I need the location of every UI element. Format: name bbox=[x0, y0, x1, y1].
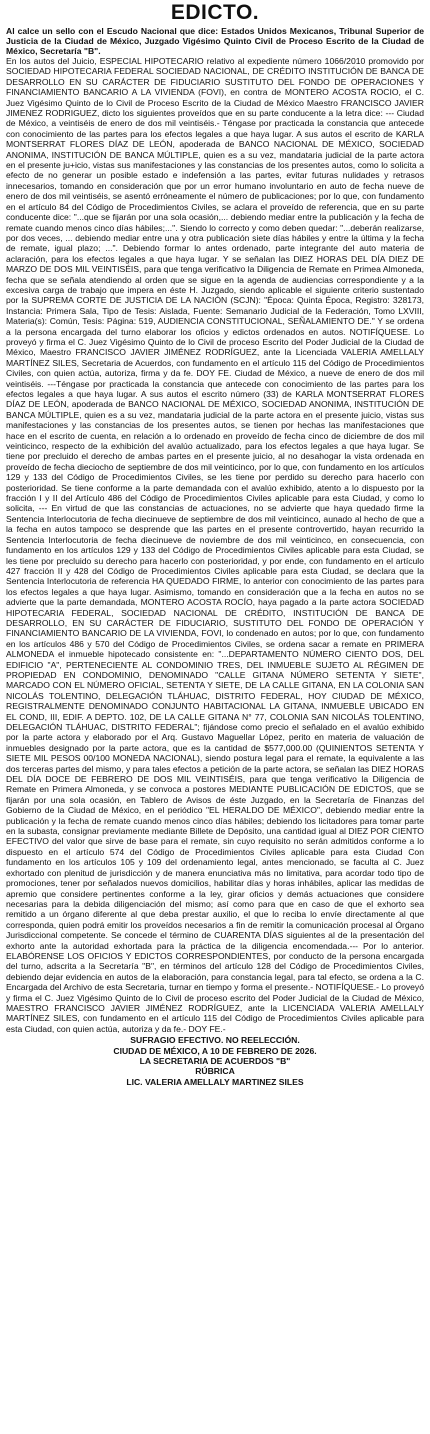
footer-date: CIUDAD DE MÉXICO, A 10 DE FEBRERO DE 2026. bbox=[113, 1045, 317, 1056]
edict-footer bbox=[6, 1035, 424, 1087]
edict-intro: Al calce un sello con el Escudo Nacional que dice: Estados Unidos Mexicanos, Tribunal Superior de Justicia de la Ciudad de México, Juzgado Vigésimo Quinto Civil de Proceso Escrito de la Ciudad de México, Secretaría "B". bbox=[6, 26, 424, 56]
footer-signature-note: RÚBRICA bbox=[195, 1066, 235, 1077]
edict-body: En los autos del Juicio, ESPECIAL HIPOTECARIO relativo al expediente número 1066/2010 promovido por SOCIEDAD HIPOTECARIA FEDERAL SOCIEDAD NACIONAL, DE CRÉDITO INSTITUCIÓN DE BANCA DE DESARROLLO EN SU CARÁCTER DE FIDUCIARIO SUSTITUTO DEL FONDO DE OPERACIONES Y FINANCIAMIENTO BANCARIO A LA VIVIENDA (FOVI), en contra de MONTERO ACOSTA ROCIO, el C. Juez Vigésimo Quinto de lo Civil de Proceso Escrito de la Ciudad de México Maestro FRANCISCO JAVIER JIMENEZ RODRIGUEZ, dicto los siguientes proveídos que en su parte conducente a la letra dice: --- Ciudad de México, a veintiséis de enero de dos mil veintiséis.- Téngase por practicada la constancia que antecede con conocimiento de las partes para los efectos legales a que haya lugar. A sus autos el escrito de KARLA MONTSERRAT FLORES DÍAZ DE LEÓN, apoderada de BANCO NACIONAL DE MÉXICO, SOCIEDAD ANONIMA, INSTITUCIÓN DE BANCA MÚLTIPLE, quien es a su vez, mandataria judicial de la parte actora en el presente ju+icio, vistas sus manifestaciones y las constancias de los presentes autos, como lo solicita a efecto de no generar un posible estado e indefensión a las partes, evitar futuras nulidades y retrasos innecesarios, tomando en consideración que por un error humano involuntario en auto de fecha nueve de enero de dos mil veintiséis, se asentó erróneamente el número de publicaciones; por lo que, con fundamento en el artículo 84 del Código de Procedimientos Civiles, se aclara el proveído de referencia, que en su parte conducente dice: "...que se fijarán por una sola ocasión,... debiendo mediar entre la publicación y la fecha de remate cuando menos cinco días hábiles;...". Siendo lo correcto y como deben quedar: "...deberán realizarse, por dos veces, ... debiendo mediar entre una y otra publicación siete días hábiles y entre la última y la fecha de remate, igual plazo; ...". Debiendo formar lo antes ordenado, parte integrante del auto materia de aclaración, para los efectos legales a que haya lugar. Y se señalan las DIEZ HORAS DEL DÍA DIEZ DE MARZO DE DOS MIL VEINTISÉIS, para que tenga verificativo la Diligencia de Remate en Primea Almoneda, fecha que se señala atendiendo al orden que se sigue en la agenda de audiencias correspondiente y a la excesiva carga de trabajo que impera en éste H. Juzgado, siendo aplicable el siguiente criterio sustentado por la SUPREMA CORTE DE JUSTICIA DE LA NACIÓN (SCJN): "Época: Quinta Época, Registro: 328173, Instancia: Primera Sala, Tipo de Tesis: Aislada, Fuente: Semanario Judicial de la Federación, Tomo LXVIII, Materia(s): Común, Tesis: Página: 519, AUDIENCIA CONSTITUCIONAL, SEÑALAMIENTO DE." Y se ordena a la persona encargada del turno elaborar los oficios y edictos ordenados en autos. NOTIFÍQUESE. Lo proveyó y firma el C. Juez Vigésimo Quinto de lo Civil de proceso Escrito del Poder Judicial de la Ciudad de México, Maestro FRANCISCO JAVIER JIMÉNEZ RODRÍGUEZ, ante la Licenciada VALERIA AMELLALY MARTÍNEZ SILES, Secretaria de Acuerdos, con fundamento en el artículo 115 del Código de Procedimientos Civiles, con quien actúa, autoriza, firma y da fe. DOY FE. Ciudad de México, a nueve de enero de dos mil veintiséis. ---Téngase por practicada la constancia que antecede con conocimiento de las partes para los efectos legales a que haya lugar. A sus autos el escrito número (33) de KARLA MONTSERRAT FLORES DÍAZ DE LEÓN, apoderada de BANCO NACIONAL DE MÉXICO, SOCIEDAD ANONIMA, INSTITUCIÓN DE BANCA MÚLTIPLE, quien es a su vez, mandataria judicial de la parte actora en el presente juicio, vistas sus manifestaciones y las constancias de los presentes autos, se tienen por hechas las manifestaciones que hace en el escrito de cuenta, en relación a lo ordenado en proveído de fecha cinco de diciembre de dos mil veinticinco, respecto de la exhibición del avalúo actualizado, para los efectos legales a que haya lugar. Se tiene por precluido el derecho de ambas partes en el presente juicio, al no desahogar la vista ordenada en proveído de fecha dieciocho de septiembre de dos mil veinticinco, por lo que, con fundamento en los artículos 129 y 133 del Código de Procedimientos Civiles, se les tiene por perdido su derecho para hacerlo con posterioridad. Se tiene conforme a la parte demandada con el avalúo exhibido, atento a lo dispuesto por la fracción I y II del Artículo 486 del Código de Procedimientos Civiles aplicable para esta Ciudad, y como lo solicita, --- En virtud de que las constancias de actuaciones, no se advierte que haya quedado firme la Sentencia Interlocutoria de fecha diecinueve de septiembre de dos mil veinticinco, aunado al hecho de que a la fecha en autos tampoco se desprende que las partes en el presente controvertido, hayan recurrido la Sentencia Interlocutoria de fecha diecinueve de noviembre de dos mil veinticinco, en consecuencia, con fundamento en los artículos 129 y 133 del Código de Procedimientos Civiles aplicable para esta Ciudad, se les tiene por precluido su derecho para hacerlo con posterioridad, y por ende, con fundamento en el artículo 427 fracción II y 428 del Código de Procedimientos Civiles aplicable para esta Ciudad, se declara que la Sentencia Interlocutoria de referencia HA QUEDADO FIRME, lo anterior con conocimiento de las partes para los efectos legales a que haya lugar. Asimismo, tomando en consideración que a la fecha en autos no se advierte que la parte demandada, MONTERO ACOSTA ROCÍO, haya pagado a la parte actora SOCIEDAD HIPOTECARIA FEDERAL, SOCIEDAD NACIONAL DE CRÉDITO, INSTITUCIÓN DE BANCA DE DESARROLLO, EN SU CARÁCTER DE FIDUCIARIO, SUSTITUTO DEL FONDO DE OPERACIÓN Y FINANCIAMIENTO BANCARIO DE LA VIVIENDA, FOVI, lo condenado en autos; por lo que, con fundamento en los artículos 486 y 570 del Código de Procedimientos Civiles, se ordena sacar a remate en PRIMERA ALMONEDA el inmueble hipotecado consistente en: "...DEPARTAMENTO NÚMERO CIENTO DOS, DEL EDIFICIO "A", PERTENECIENTE AL CONDOMINIO TRES, DEL INMUEBLE SUJETO AL RÉGIMEN DE PROPIEDAD EN CONDOMINIO, DENOMINADO "CALLE GITANA NÚMERO SETENTA Y SIETE", MARCADO CON EL NÚMERO OFICIAL, SETENTA Y SIETE, DE LA CALLE GITANA, EN LA COLONIA SAN NICOLÁS TOLENTINO, DELEGACIÓN TLÁHUAC, DISTRITO FEDERAL, HOY CIUDAD DE MÉXICO, REGISTRALMENTE DENOMINADO CONJUNTO HABITACIONAL LA GITANA, INMUEBLE UBICADO EN EL COND, III, EDIF. A DEPTO. 102, DE LA CALLE GITANA N° 77, COLONIA SAN NICOLÁS TOLENTINO, DELEGACIÓN TLÁHUAC, DISTRITO FEDERAL"; fijándose como precio el señalado en el avalúo exhibido por la parte actora y elaborado por el Arq. Gustavo Maguellar López, perito en materia de valuación de inmuebles designado por la parte actora, que es la cantidad de $577,000.00 (QUINIENTOS SETENTA Y SIETE MIL PESOS 00/100 MONEDA NACIONAL), siendo postura legal para el remate, la equivalente a las dos terceras partes del mismo, y para tales efectos a petición de la parte actora, se señalan las DIEZ HORAS DEL DÍA DOCE DE FEBRERO DE DOS MIL VEINTISÉIS, para que tenga verificativo la Diligencia de Remate en Primera Almoneda, y se convoca a postores MEDIANTE PUBLICACIÓN DE EDICTOS, que se fijarán por una sola ocasión, en Tablero de Avisos de éste Juzgado, en la Secretaría de Finanzas del Gobierno de la Ciudad de México, en el periódico "EL HERALDO DE MÉXICO", debiendo mediar entre la publicación y la fecha de remate cuando menos cinco días hábiles; debiendo los licitadores para tomar parte en la subasta, consignar previamente mediante Billete de Depósito, una cantidad igual al DIEZ POR CIENTO EFECTIVO del valor que sirve de base para el remate, sin cuyo requisito no serán admitidos conforme a lo dispuesto en el artículo 574 del Código de Procedimientos Civiles aplicable para esta Ciudad Con fundamento en los artículos 105 y 109 del ordenamiento legal, antes mencionado, se faculta al C. Juez exhortado con plenitud de jurisdicción y de manera enunciativa más no limitativa, para acordar todo tipo de promociones, tener por señalados nuevos domicilios, habilitar días y horas inhábiles, aplicar las medidas de apremio que considere pertinentes conforme a la ley, girar oficios y demás actuaciones que considere necesarias para la debida diligenciación del mismo; así como para que en caso de que el exhorto sea remitido a un órgano diferente al que deba prestar auxilio, el que lo reciba lo envíe directamente al que corresponda, quien podrá emitir los proveídos necesarios a fin de remitir la comunicación procesal al Órgano Jurisdiccional competente. Se concede el término de CUARENTA DÍAS siguientes al de la presentación del exhorto ante la autoridad exhortada para la práctica de la diligencia encomendada.--- Por lo anterior. ELABÓRENSE LOS OFICIOS Y EDICTOS CORRESPONDIENTES, por conducto de la persona encargada del turno, adscrita a la Secretaría "B", en términos del artículo 128 del Código de Procedimientos Civiles, debiendo dejar evidencia en autos de la elaboración, para constancia legal, para tal efecto, se ordena a la C. Encargada del Archivo de esta Secretaria, turnar en tiempo y forma el presente.- NOTIFÍQUESE.- Lo proveyó y firma el C. Juez Vigésimo Quinto de lo Civil de proceso escrito del Poder Judicial de la Ciudad de México, MAESTRO FRANCISCO JAVIER JIMÉNEZ RODRÍGUEZ, ante la LICENCIADA VALERIA AMELLALY MARTÍNEZ SILES, con fundamento en el artículo 115 del Código de Procedimientos Civiles aplicable para esta Ciudad, con quien actúa, autoriza y da fe.- DOY FE.- bbox=[6, 56, 425, 1034]
footer-secretary-title: LA SECRETARIA DE ACUERDOS "B" bbox=[139, 1056, 291, 1066]
footer-motto: SUFRAGIO EFECTIVO. NO REELECCIÓN. bbox=[130, 1035, 300, 1046]
footer-secretary-name: LIC. VALERIA AMELLALY MARTINEZ SILES bbox=[126, 1076, 304, 1087]
edict-title: EDICTO. bbox=[170, 1, 260, 24]
